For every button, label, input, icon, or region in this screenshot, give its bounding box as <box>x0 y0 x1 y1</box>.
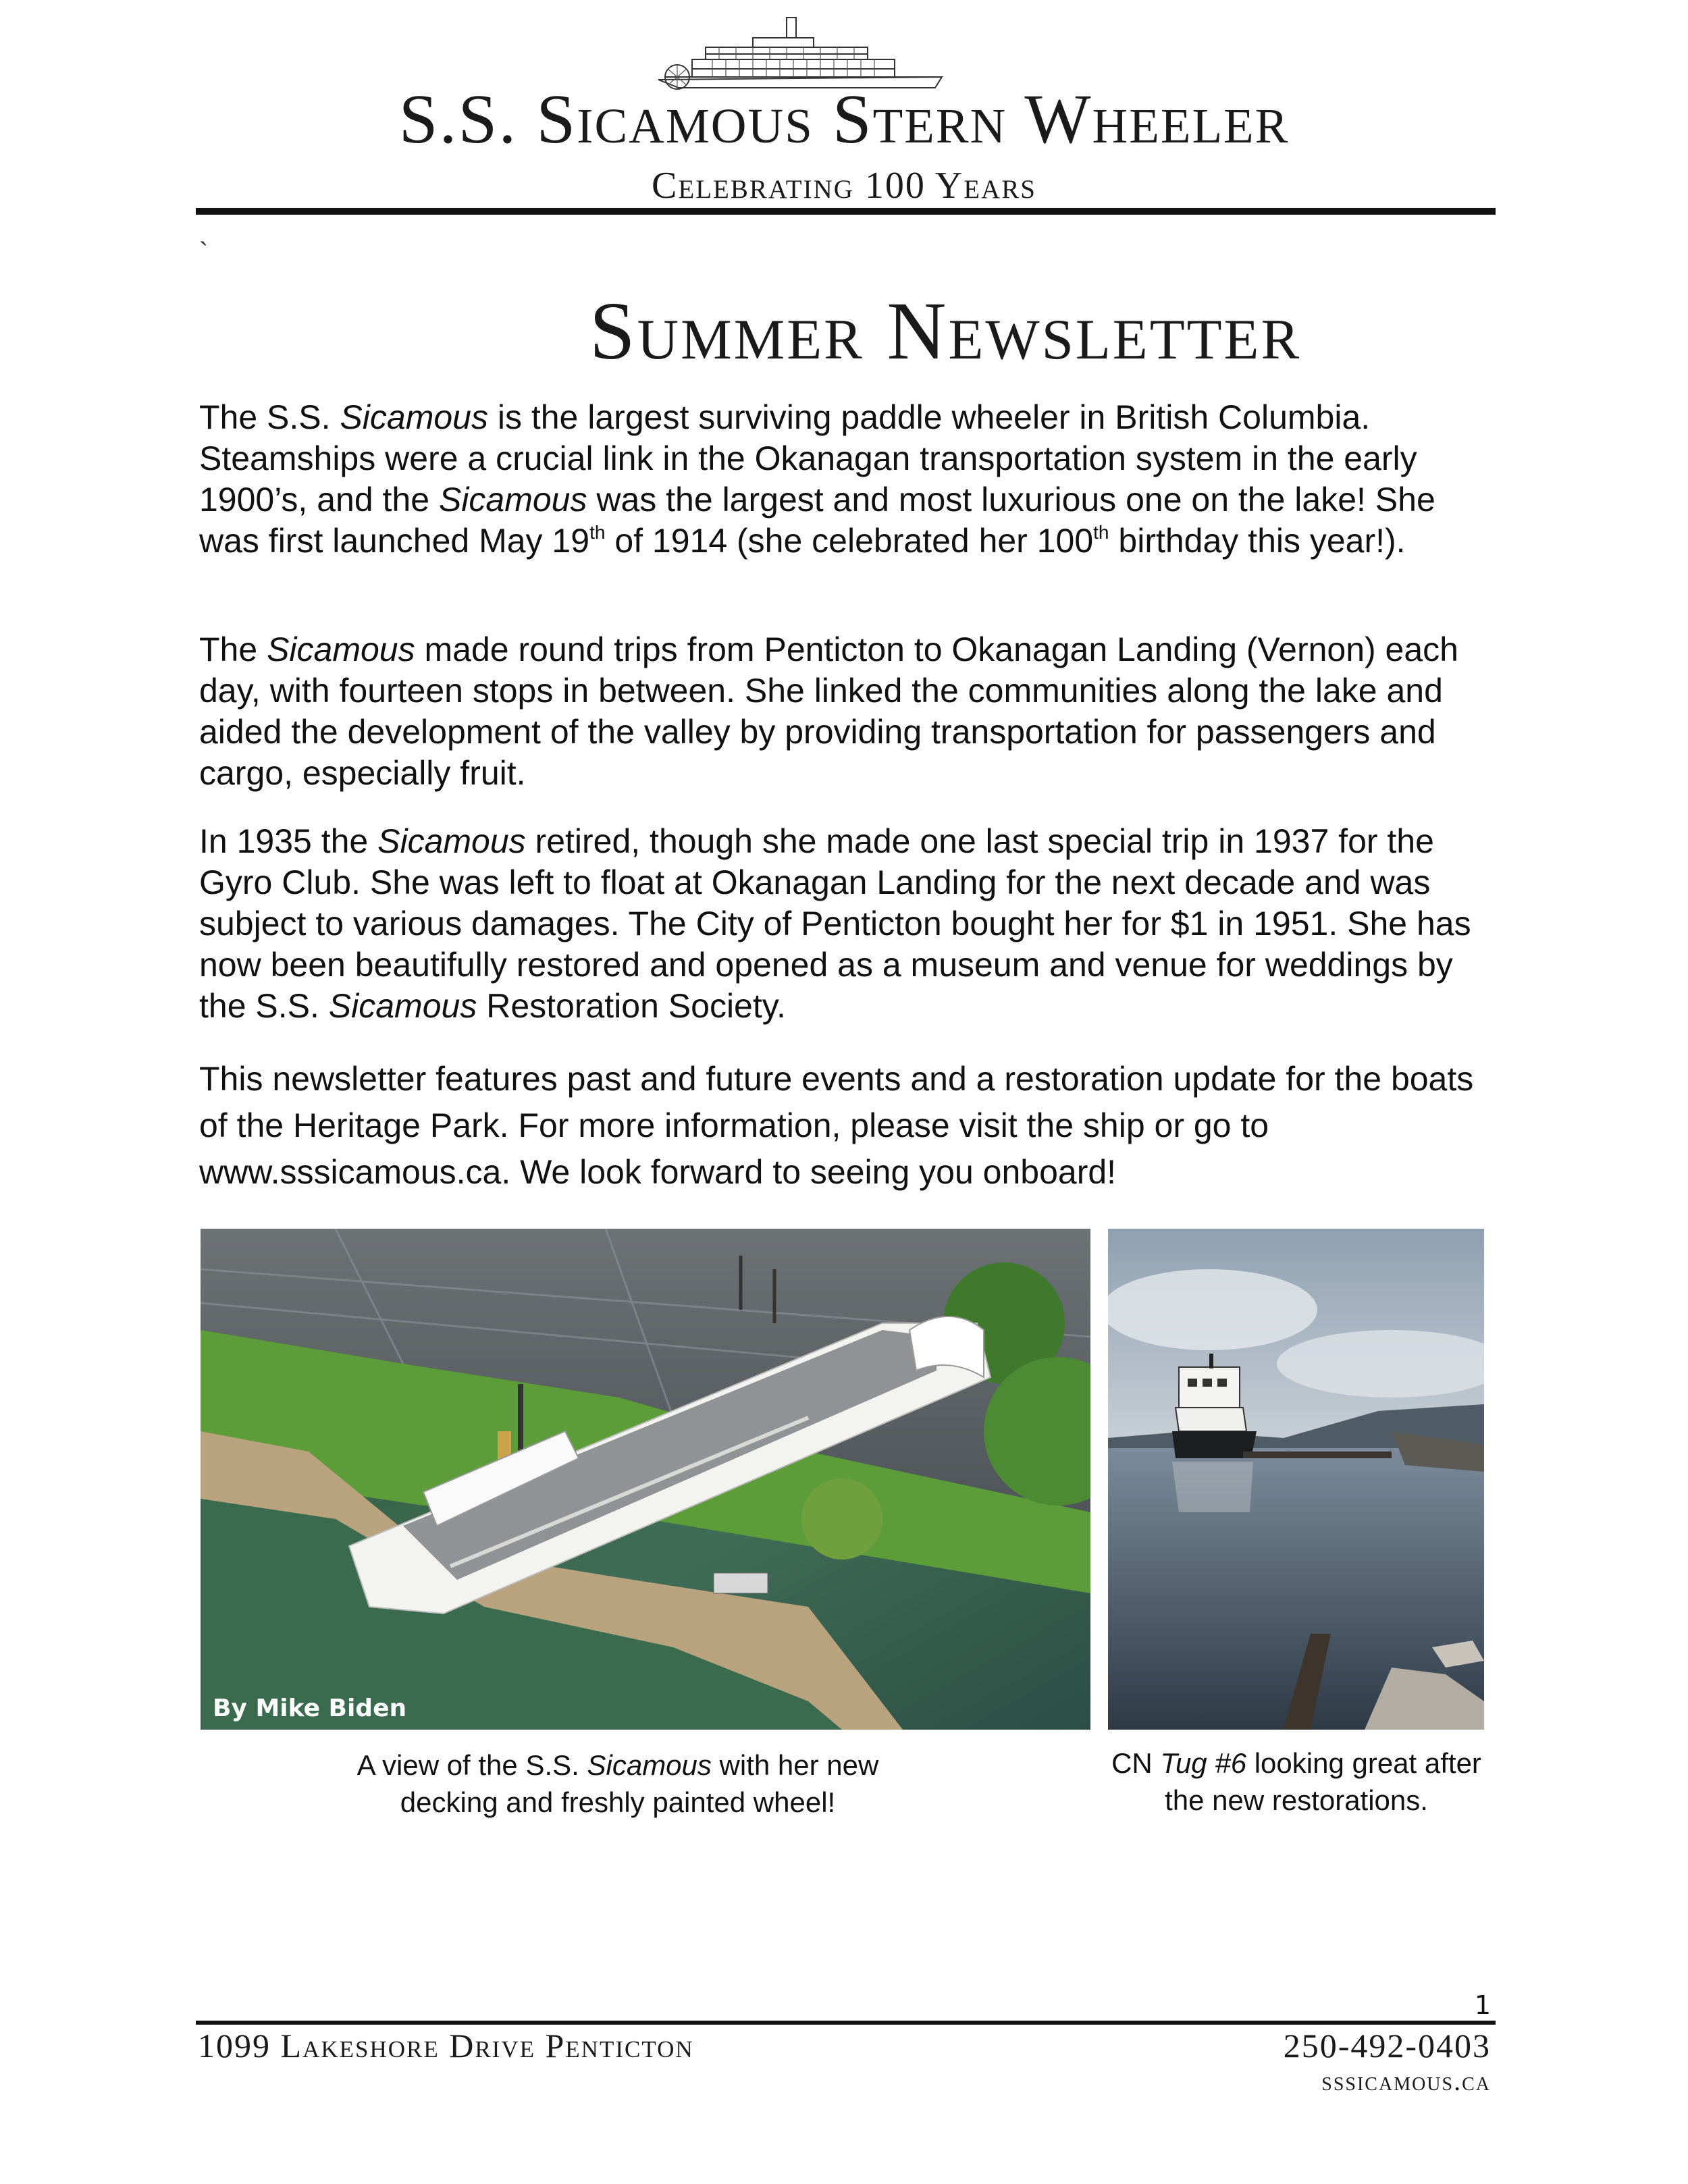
footer-phone: 250-492-0403 <box>1283 2027 1491 2065</box>
sicamous-aerial-photo <box>201 1229 1090 1730</box>
header-divider <box>196 208 1496 215</box>
sicamous-photo-caption: A view of the S.S. Sicamous with her new decking and freshly painted wheel! <box>357 1749 879 1818</box>
footer-divider <box>196 2021 1496 2025</box>
photo-credit: By Mike Biden <box>213 1695 407 1722</box>
stray-mark: ` <box>199 238 209 267</box>
newsletter-title: Summer Newsletter <box>589 286 1302 377</box>
newsletter-info-paragraph: This newsletter features past and future events and a restoration update for the boats of the Heritage Park. For more information, please visit the ship or go to www.sssicamous.ca. We look forward to seeing you onboard! <box>199 1060 1474 1191</box>
tug-photo <box>1108 1229 1484 1730</box>
footer-website-link[interactable]: sssicamous.ca <box>1321 2066 1491 2096</box>
page-number: 1 <box>1474 1990 1491 2020</box>
intro-paragraph: The S.S. Sicamous is the largest surviving paddle wheeler in British Columbia. Steamships were a crucial link in the Okanagan transportation system in the early 1900’s, and the Sicamous was the largest and most luxurious one on the lake! She was first launched May 19th of 1914 (she celebrated her 100th birthday this year!). <box>199 398 1435 560</box>
routes-paragraph: The Sicamous made round trips from Penticton to Okanagan Landing (Vernon) each day, with fourteen stops in between. She linked the communities along the lake and aided the development of the valley by providing transportation for passengers and cargo, especially fruit. <box>199 631 1458 792</box>
site-subtitle: Celebrating 100 Years <box>652 165 1036 207</box>
site-title: S.S. Sicamous Stern Wheeler <box>398 80 1290 158</box>
history-paragraph: In 1935 the Sicamous retired, though she made one last special trip in 1937 for the Gyro Club. She was left to float at Okanagan Landing for the next decade and was subject to various damages. The City of Penticton bought her for $1 in 1951. She has now been beautifully restored and opened as a museum and venue for weddings by the S.S. Sicamous Restoration Society. <box>199 822 1471 1025</box>
tug-photo-caption: CN Tug #6 looking great after the new restorations. <box>1111 1747 1481 1816</box>
footer-address: 1099 Lakeshore Drive Penticton <box>198 2027 694 2065</box>
